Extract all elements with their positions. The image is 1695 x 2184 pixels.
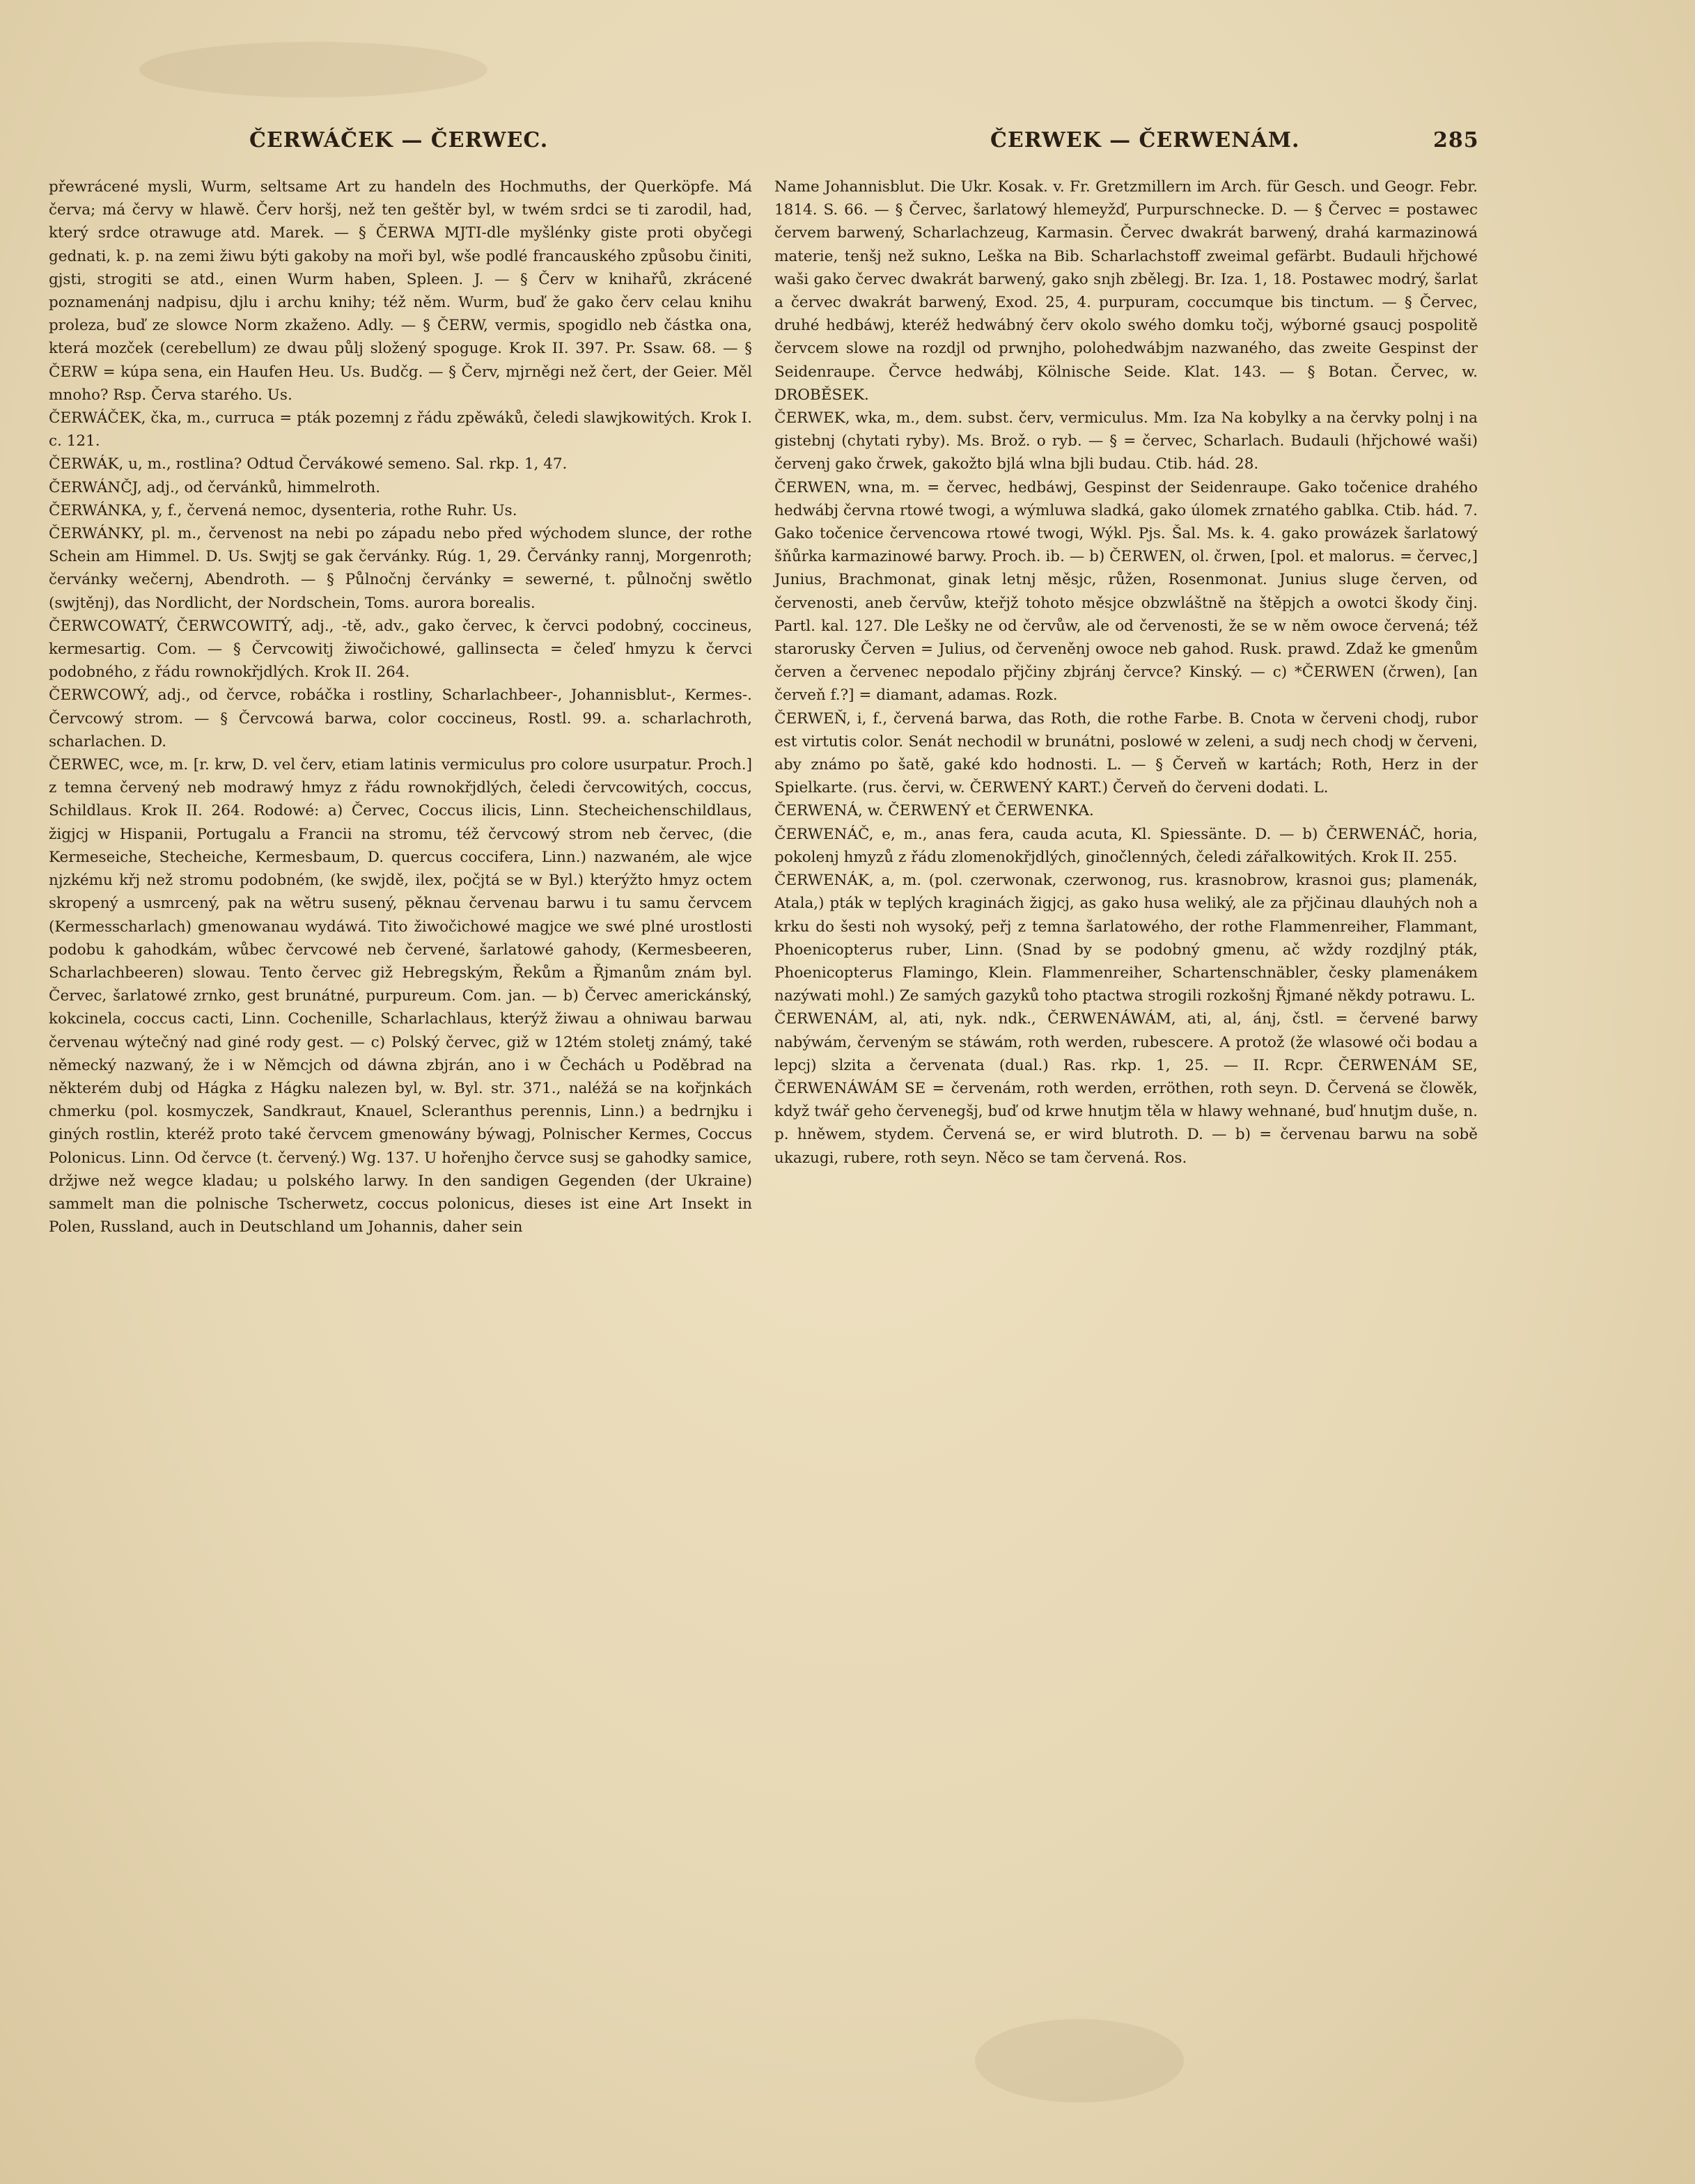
paper-stain (139, 42, 487, 97)
dictionary-entry: ČERWENÁČ, e, m., anas fera, cauda acuta, Kl. Spiessänte. D. — b) ČERWENÁČ, horia, pokolenj hmyzů z řádu zlomenokřjdlých, ginočlenných, čeledi zářalkowitých. Krok II. 255. (774, 825, 1478, 866)
column-gutter (763, 175, 764, 1916)
dictionary-entry: ČERWENÁK, a, m. (pol. czerwonak, czerwonog, rus. krasnobrow, krasnoi gus; plamenák, Atala,) pták w teplých kraginách žigjcj, as gako husa weliký, ale za přjčinau dlauhých noh a krku do šesti noh wysoký, peřj z temna šarlatowého, der rothe Flammenreiher, Flammant, Phoenicopterus ruber, Linn. (Snad by se podobný gmenu, ač wždy rozdjlný pták, Phoenicopterus Flamingo, Klein. Flammenreiher, Schartenschnäbler, česky plamenákem nazýwati mohl.) Ze samých gazyků toho ptactwa strogili rozkošnj Řjmané někdy potrawu. L. (774, 872, 1478, 1005)
dictionary-entry: ČERWCOWÝ, adj., od červce, robáčka i rostliny, Scharlachbeer-, Johannisblut-, Kermes-. Červcowý strom. — § Červcowá barwa, color coccineus, Rostl. 99. a. scharlachroth, scharlachen. D. (49, 686, 752, 751)
dictionary-entry: ČERWEK, wka, m., dem. subst. červ, vermiculus. Mm. Iza Na kobylky a na červky polnj i na gistebnj (chytati ryby). Ms. Brož. o ryb. — § = červec, Scharlach. Budauli (hřjchowé waši) červenj gako črwek, gakožto bjlá wlna bjli budau. Ctib. hád. 28. (774, 409, 1478, 473)
paper-stain (975, 2019, 1184, 2103)
running-header (42, 128, 1504, 163)
dictionary-entry: Name Johannisblut. Die Ukr. Kosak. v. Fr. Gretzmillern im Arch. für Gesch. und Geogr. Febr. 1814. S. 66. — § Červec, šarlatowý hlemeyžď, Purpurschnecke. D. — § Červec = postawec červem barwený, Scharlachzeug, Karmasin. Červec dwakrát barwený, drahá karmazinowá materie, tenšj než sukno, Leška na Bib. Scharlachstoff zweimal gefärbt. Budauli hřjchowé waši gako červec dwakrát barwený, gako snjh zbělegj. Br. Iza. 1, 18. Postawec modrý, šarlat a červec dwakrát barwený, Exod. 25, 4. purpuram, coccumque bis tinctum. — § Červec, druhé hedbáwj, kteréž hedwábný červ okolo swého domku točj, wýborné gsaucj pospolitě červcem slowe na rozdjl od prwnjho, polohedwábjm nazwaného, das zweite Gespinst der Seidenraupe. Červce hedwábj, Kölnische Seide. Klat. 143. — § Botan. Červec, w. DROBĚSEK. (774, 178, 1478, 404)
right-running-title: ČERWEK — ČERWENÁM. (990, 128, 1300, 152)
dictionary-entry: ČERWCOWATÝ, ČERWCOWITÝ, adj., -tě, adv., gako červec, k červci podobný, coccineus, kermesartig. Com. — § Červcowitj žiwočichowé, gallinsecta = čeleď hmyzu k červci podobného, z řádu rownokřjdlých. Krok II. 264. (49, 617, 752, 682)
right-column (774, 175, 1478, 1170)
dictionary-entry: ČERWÁČEK, čka, m., curruca = pták pozemnj z řádu zpěwáků, čeledi slawjkowitých. Krok I. c. 121. (49, 409, 752, 450)
dictionary-entry: ČERWÁNČJ, adj., od červánků, himmelroth. (49, 478, 381, 496)
dictionary-entry: ČERWENÁ, w. ČERWENÝ et ČERWENKA. (774, 802, 1094, 820)
left-running-title: ČERWÁČEK — ČERWEC. (249, 128, 549, 152)
page-number: 285 (1433, 128, 1479, 152)
dictionary-entry: ČERWENÁM, al, ati, nyk. ndk., ČERWENÁWÁM, ati, al, ánj, čstl. = červené barwy nabýwám, červeným se stáwám, roth werden, rubescere. A protož (že wlasowé oči bodau a lepcj) slzita a červenata (dual.) Ras. rkp. 1, 25. — II. Rcpr. ČERWENÁM SE, ČERWENÁWÁM SE = červenám, roth werden, erröthen, roth seyn. D. Červená se člowěk, když twář geho červenegšj, buď od krwe hnutjm těla w hlawy wehnané, buď hnutjm duše, n. p. hněwem, stydem. Červená se, er wird blutroth. D. — b) = červenau barwu na sobě ukazugi, rubere, roth seyn. Něco se tam červená. Ros. (774, 1010, 1478, 1167)
dictionary-entry: ČERWÁNKA, y, f., červená nemoc, dysenteria, rothe Ruhr. Us. (49, 501, 517, 519)
dictionary-entry: přewrácené mysli, Wurm, seltsame Art zu handeln des Hochmuths, der Querköpfe. Má červa; má červy w hlawě. Červ horšj, než ten geštěr byl, w twém srdci se ti zarodil, had, který srdce otrawuge atd. Marek. — § ČERWA MJTI-dle myšlénky giste proti obyčegi gednati, k. p. na zemi žiwu býti gakoby na moři byl, wše podlé francauského způsobu činiti, gjsti, strogiti se atd., einen Wurm haben, Spleen. J. — § Červ w knihařů, zkrácené poznamenánj nadpisu, djlu i archu knihy; též něm. Wurm, buď že gako červ celau knihu proleza, buď ze slowce Norm zkaženo. Adly. — § ČERW, vermis, spogidlo neb částka ona, která mozček (cerebellum) ze dwau půlj složený spoguge. Krok II. 397. Pr. Ssaw. 68. — § ČERW = kúpa sena, ein Haufen Heu. Us. Budčg. — § Červ, mjrněgi než čert, der Geier. Měl mnoho? Rsp. Červa starého. Us. (49, 178, 752, 404)
dictionary-entry: ČERWÁK, u, m., rostlina? Odtud Červákowé semeno. Sal. rkp. 1, 47. (49, 455, 568, 473)
left-column (49, 175, 752, 1239)
dictionary-entry: ČERWÁNKY, pl. m., červenost na nebi po západu nebo před wýchodem slunce, der rothe Schein am Himmel. D. Us. Swjtj se gak červánky. Rúg. 1, 29. Červánky rannj, Morgenroth; červánky wečernj, Abendroth. — § Půlnočnj červánky = sewerné, t. půlnočnj swětlo (swjtěnj), das Nordlicht, der Nordschein, Toms. aurora borealis. (49, 525, 752, 612)
dictionary-entry: ČERWEŇ, i, f., červená barwa, das Roth, die rothe Farbe. B. Cnota w červeni chodj, rubor est virtutis color. Senát nechodil w brunátni, poslowé w zeleni, a sudj nech chodj w červeni, aby známo po šatě, gaké kdo hodnosti. L. — § Červeň w kartách; Roth, Herz in der Spielkarte. (rus. červi, w. ČERWENÝ KART.) Červeň do červeni dodati. L. (774, 709, 1478, 797)
dictionary-entry: ČERWEN, wna, m. = červec, hedbáwj, Gespinst der Seidenraupe. Gako točenice drahého hedwábj června rtowé twogi, a wýmluwa sladká, gako úlomek zrnatého gablka. Ctib. hád. 7. Gako točenice červencowa rtowé twogi, Wýkl. Pjs. Šal. Ms. k. 4. gako prowázek šarlatowý šňůrka karmazinowé barwy. Proch. ib. — b) ČERWEN, ol. črwen, [pol. et malorus. = červec,] Junius, Brachmonat, ginak letnj měsjc, růžen, Rosenmonat. Junius sluge červen, od červenosti, aneb červůw, kteřjž tohoto měsjce obzwláštně na štěpjch a owotci škody činj. Partl. kal. 127. Dle Lešky ne od červůw, ale od červenosti, že se w něm owoce červená; též starorusky Červen = Julius, od červeněnj owoce neb gahod. Rusk. prawd. Zdaž ke gmenům červen a červenec nepodalo přjčiny zbjránj červce? Kinský. — c) *ČERWEN (črwen), [an červeň f.?] = diamant, adamas. Rozk. (774, 478, 1478, 705)
dictionary-entry: ČERWEC, wce, m. [r. krw, D. vel červ, etiam latinis vermiculus pro colore usurpatur. Proch.] z temna červený neb modrawý hmyz z řádu rownokřjdlých, čeledi červcowitých, coccus, Schildlaus. Krok II. 264. Rodowé: a) Červec, Coccus ilicis, Linn. Stecheichenschildlaus, žigjcj w Hispanii, Portugalu a Francii na stromu, též červcowý strom neb červec, (die Kermeseiche, Stecheiche, Kermesbaum, D. quercus coccifera, Linn.) nazwaném, ale wjce njzkému křj než stromu podobném, (ke swjdě, ilex, počjtá se w Byl.) kterýžto hmyz octem skropený a usmrcený, pak na wětru susený, pěknau červenau barwu i tu samu červcem (Kermesscharlach) gmenowanau wydáwá. Tito žiwočichowé magjce we swé plné urostlosti podobu k gahodkám, wůbec červcowé neb červené, šarlatowé gahody, (Kermesbeeren, Scharlachbeeren) slowau. Tento červec giž Hebregským, Řekům a Řjmanům znám byl. Červec, šarlatowé zrnko, gest brunátné, purpureum. Com. jan. — b) Červec americkánský, kokcinela, coccus cacti, Linn. Cochenille, Scharlachlaus, kterýž žiwau a ohniwau barwau červenau wýtečný nad giné rody gest. — c) Polský červec, giž w 12tém stoletj známý, také německý nazwaný, že i w Němcjch od dáwna zbjrán, ano i w Čechách u Poděbrad na některém dubj od Hágka z Hágku nalezen byl, w. Byl. str. 371., naléžá se na kořjnkách chmerku (pol. kosmyczek, Sandkraut, Knauel, Scleranthus perennis, Linn.) a bedrnjku i giných rostlin, kteréž proto také červcem gmenowány býwagj, Polnischer Kermes, Coccus Polonicus. Linn. Od červce (t. červený.) Wg. 137. U hořenjho červce susj se gahodky samice, držjwe než wegce kladau; u polského larwy. In den sandigen Gegenden (der Ukraine) sammelt man die polnische Tscherwetz, coccus polonicus, dieses ist eine Art Insekt in Polen, Russland, auch in Deutschland um Johannis, daher sein (49, 756, 752, 1236)
